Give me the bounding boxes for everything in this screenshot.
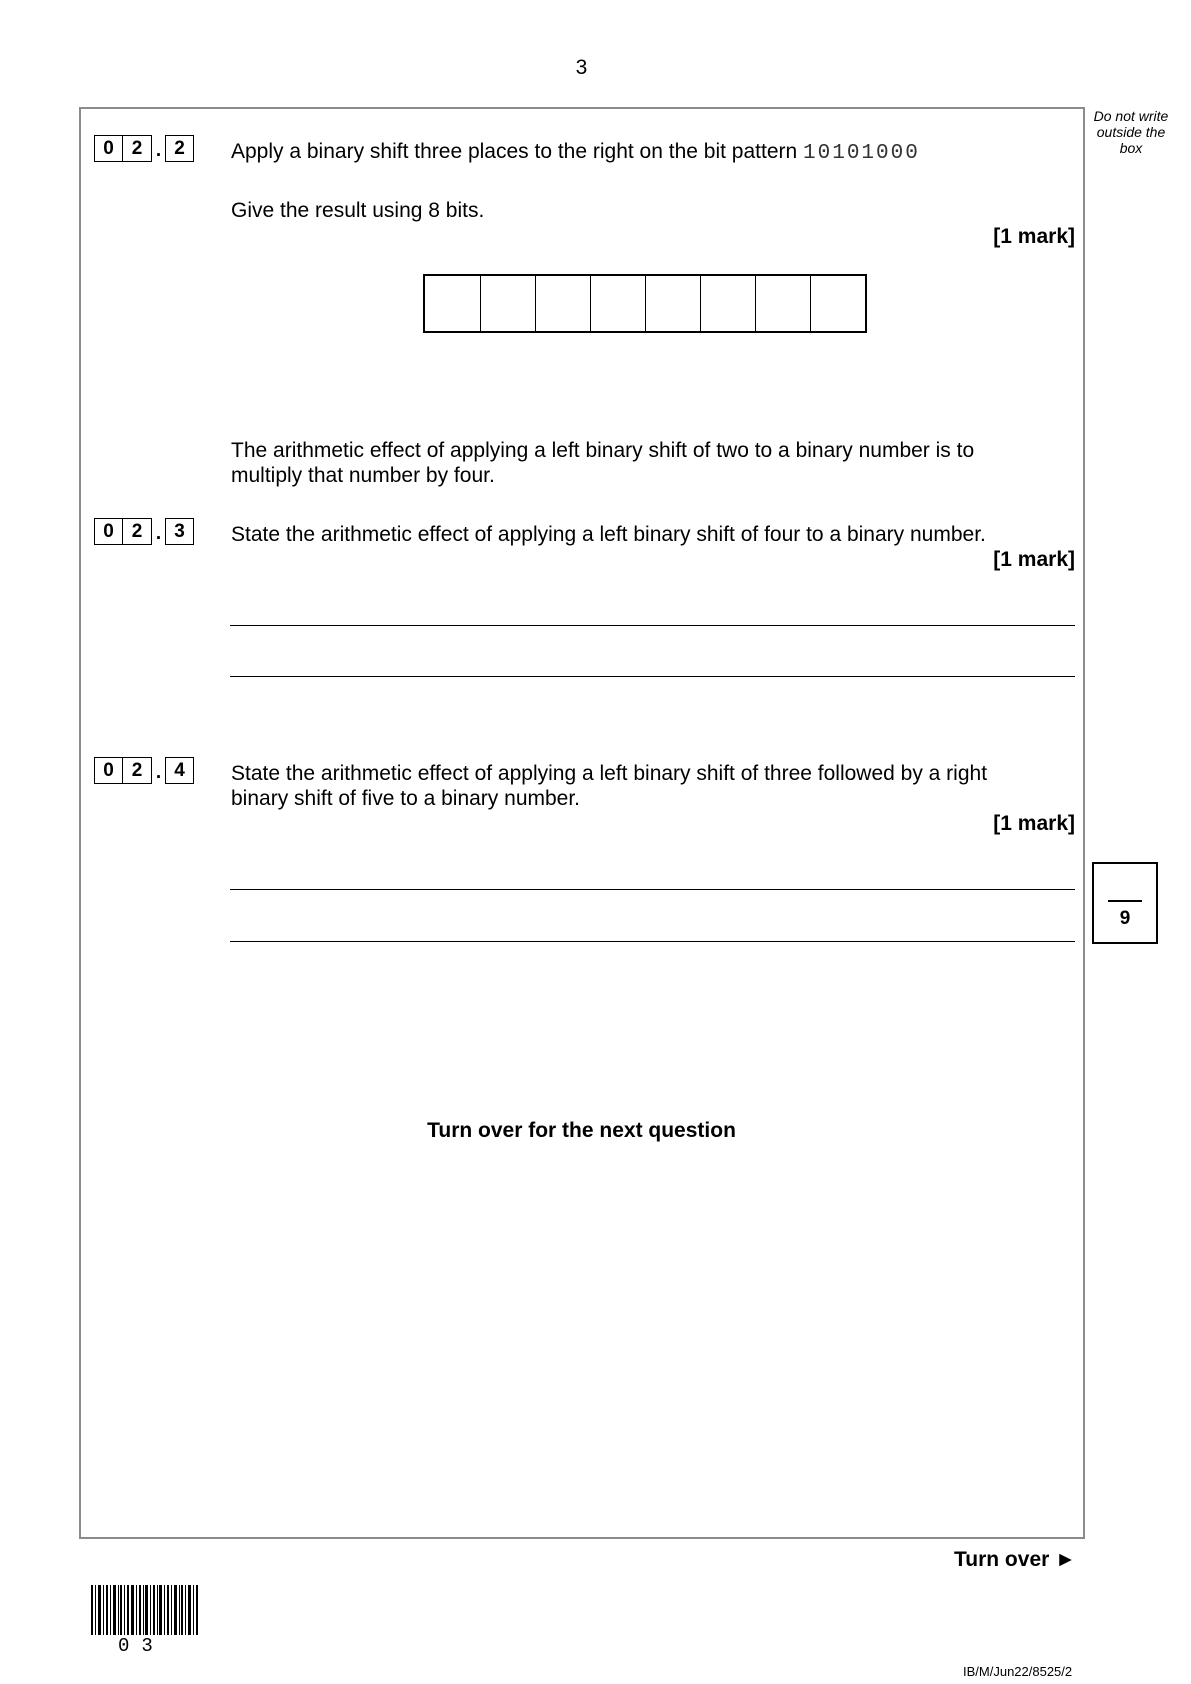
turn-over-next-question: Turn over for the next question [427,1119,736,1142]
instruction-text: Give the result using 8 bits. [231,199,485,222]
question-number-02-4: 0 2 . 4 [94,757,194,784]
bit-answer-cell[interactable] [755,276,810,331]
bit-answer-cell[interactable] [590,276,645,331]
barcode-icon [91,1585,201,1635]
barcode-digits: 03 [118,1635,165,1657]
bit-pattern: 10101000 [803,142,920,165]
question-text-02-2: Apply a binary shift three places to the right on the bit pattern 10101000 [231,140,920,165]
question-text-02-4: State the arithmetic effect of applying a left binary shift of three followed by a right binary shift of five to a binary number. [231,762,988,810]
margin-note: Do not write outside the box [1093,108,1169,156]
page-number: 3 [575,56,588,79]
bit-answer-cell[interactable] [810,276,865,331]
paper-reference: IB/M/Jun22/8525/2 [963,1664,1073,1679]
bit-answer-cell[interactable] [425,276,480,331]
bit-answer-grid [423,274,867,333]
bit-answer-cell[interactable] [700,276,755,331]
bit-answer-cell[interactable] [480,276,535,331]
question-number-02-2: 0 2 . 2 [94,135,194,162]
score-box [1092,862,1158,944]
answer-line[interactable] [230,941,1075,942]
answer-line[interactable] [230,625,1075,626]
question-text-02-3: State the arithmetic effect of applying a left binary shift of four to a binary number. [231,523,986,546]
preamble-text: The arithmetic effect of applying a left binary shift of two to a binary number is to multiply that number by four. [231,439,975,487]
marks-label: [1 mark] [993,812,1075,835]
marks-label: [1 mark] [993,548,1075,571]
answer-line[interactable] [230,889,1075,890]
turn-over-label: Turn over ► [954,1548,1076,1571]
bit-answer-cell[interactable] [645,276,700,331]
score-total: 9 [1119,908,1131,929]
question-number-02-3: 0 2 . 3 [94,518,194,545]
marks-label: [1 mark] [993,225,1075,248]
answer-line[interactable] [230,676,1075,677]
bit-answer-cell[interactable] [535,276,590,331]
